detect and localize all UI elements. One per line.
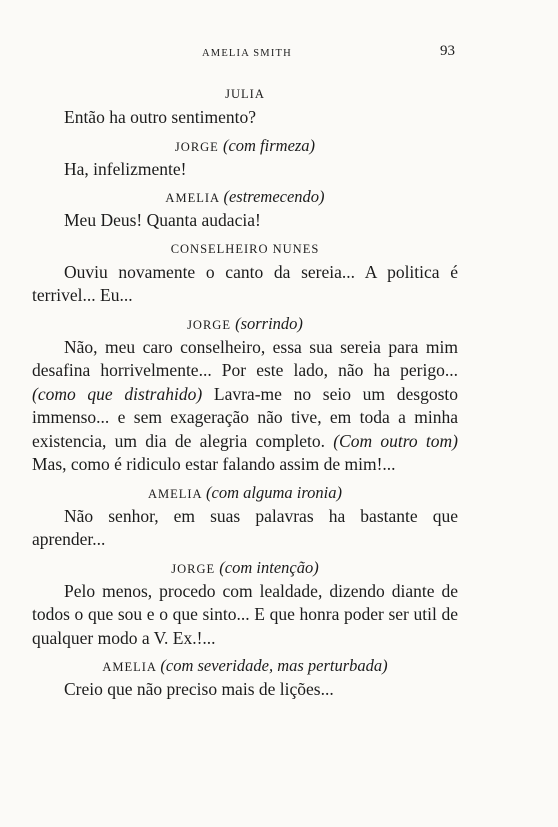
inline-stage-direction: (Com outro tom) [333, 430, 458, 451]
speaker-heading [32, 654, 458, 678]
dialogue-line: Não senhor, em suas palavras ha bastante que aprender... [32, 505, 458, 549]
dialogue-line: Meu Deus! Quanta audacia! [64, 210, 261, 230]
speaker-heading [32, 237, 458, 261]
dialogue-text: Não, meu caro conselheiro, essa sua sereia para mim desafina horrivelmente... Por este lado, não ha perigo... [32, 336, 458, 380]
speaker-name: JULIA [225, 87, 265, 101]
running-title: AMELIA SMITH [202, 48, 292, 59]
speaker-heading [32, 556, 458, 580]
inline-stage-direction: (como que distrahido) [32, 383, 203, 404]
speaker-name: AMELIA [165, 191, 220, 205]
page-body [32, 82, 458, 706]
dialogue-text: Lavra-me no seio um desgosto immenso... e sem exageração não tive, em toda a minha existencia, um dia de alegria completo. [32, 383, 458, 451]
speaker-name: JORGE [187, 317, 231, 332]
speaker-name: AMELIA [102, 660, 157, 674]
dialogue-line [32, 336, 458, 477]
stage-direction: (com severidade, mas perturbada) [160, 656, 388, 675]
stage-direction: (com alguma ironia) [206, 482, 342, 502]
page-number: 93 [440, 43, 455, 59]
stage-direction: (com intenção) [219, 557, 319, 577]
speaker-heading [32, 312, 458, 336]
speaker-name: JORGE [174, 139, 219, 154]
speaker-heading [32, 185, 458, 209]
speaker-heading [32, 82, 458, 106]
speaker-name: JORGE [171, 561, 216, 576]
stage-direction: (estremecendo) [223, 187, 325, 206]
dialogue-line: Ouviu novamente o canto da sereia... A politica é terrivel... Eu... [32, 261, 458, 305]
speaker-heading [32, 134, 458, 158]
speaker-heading [32, 481, 458, 505]
speaker-name: CONSELHEIRO NUNES [170, 241, 320, 256]
dialogue-line: Pelo menos, procedo com lealdade, dizendo diante de todos o que sou e o que sinto... E que honra poder ser util de qualquer modo a V. Ex.!... [32, 580, 458, 648]
speaker-name: AMELIA [147, 486, 202, 501]
stage-direction: (sorrindo) [235, 313, 303, 333]
dialogue-line: Ha, infelizmente! [64, 158, 187, 179]
dialogue-line: Creio que não preciso mais de lições... [64, 679, 334, 699]
dialogue-line: Então ha outro sentimento? [64, 107, 256, 127]
stage-direction: (com firmeza) [222, 135, 316, 155]
dialogue-text: Mas, como é ridiculo estar falando assim de mim!... [32, 454, 396, 474]
